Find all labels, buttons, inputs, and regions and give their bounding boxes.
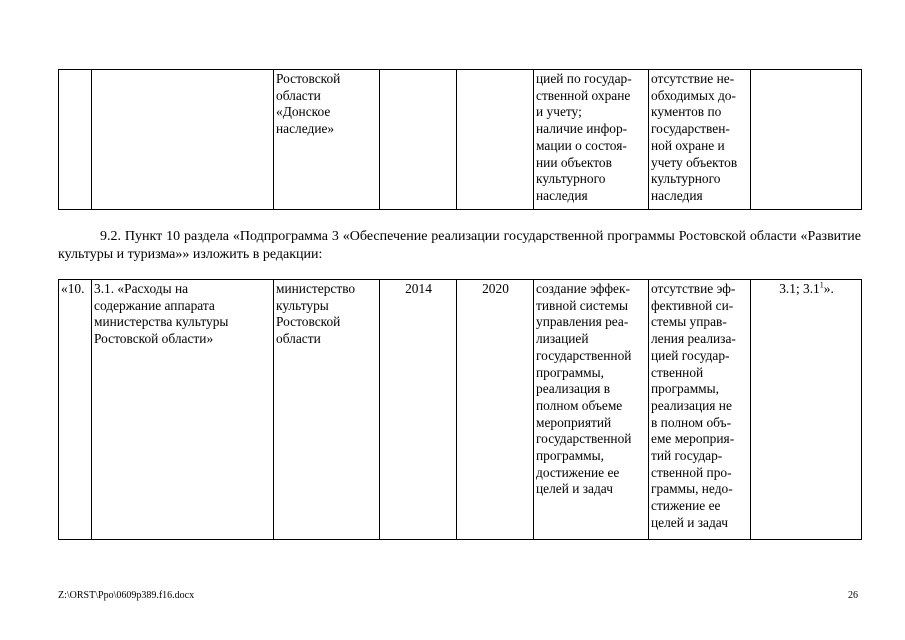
text-line: государствен- <box>651 121 730 137</box>
cell-executor <box>274 70 380 210</box>
text-line: содержание аппарата <box>94 297 215 313</box>
text-line: программы, <box>536 364 604 380</box>
text-line: тивной системы <box>536 297 629 313</box>
text-line: государственной <box>536 347 632 363</box>
text-line: реализация не <box>651 397 732 413</box>
text-line: стижение ее <box>651 498 721 514</box>
text-line: отсутствие эф- <box>651 281 736 296</box>
text-line: наличие инфор- <box>536 121 628 137</box>
text-line: нии объектов <box>536 154 612 170</box>
text-line: ственной <box>651 364 704 380</box>
text-line: ственной про- <box>651 464 732 480</box>
cell-result <box>534 280 649 540</box>
page-number: 26 <box>848 590 858 601</box>
cell-number <box>59 280 92 540</box>
text-line: Ростовской области» <box>94 331 214 347</box>
cell-consequences <box>649 70 751 210</box>
text-line: ственной охране <box>536 87 631 103</box>
text-line: программы, <box>536 448 604 464</box>
table-row <box>59 280 862 540</box>
cell-start <box>380 70 457 210</box>
text-line: стемы управ- <box>651 314 727 330</box>
cell-number <box>59 70 92 210</box>
text-line: реализация в <box>536 381 611 397</box>
text-line: культуры <box>276 297 329 313</box>
text-line: создание эффек- <box>536 281 630 296</box>
text-line: области <box>276 87 321 103</box>
text-line: Ростовской <box>276 71 341 86</box>
text-line: полном объеме <box>536 397 623 413</box>
text-line: наследия <box>651 187 703 203</box>
amendment-paragraph: 9.2. Пункт 10 раздела «Подпрограмма 3 «Обеспечение реализации государственной программы Ростовской области «Развитие культуры и туризма»» изложить в редакции: <box>58 229 861 262</box>
cell-end-year: 2020 <box>457 280 534 540</box>
text-line: целей и задач <box>536 481 613 497</box>
text-line: отсутствие не- <box>651 71 735 86</box>
text-line: культурного <box>651 171 721 187</box>
table-continuation <box>58 69 862 210</box>
cell-links <box>751 70 862 210</box>
text-line: достижение ее <box>536 464 620 480</box>
text-line: в полном объ- <box>651 414 732 430</box>
text-line: граммы, недо- <box>651 481 733 497</box>
footer-file-path: Z:\ORST\Ppo\0609p389.f16.docx <box>58 590 195 601</box>
table-amended <box>58 279 862 540</box>
text-line: мероприятий <box>536 414 612 430</box>
cell-links <box>751 280 862 540</box>
text-line: министерство <box>276 281 356 296</box>
cell-end <box>457 70 534 210</box>
text-line: кументов по <box>651 104 722 120</box>
text-line: фективной си- <box>651 297 734 313</box>
text-line: целей и задач <box>651 514 728 530</box>
text-line: наследие» <box>276 121 335 137</box>
text-line: области <box>276 331 321 347</box>
table-row <box>59 70 862 210</box>
text-line: обходимых до- <box>651 87 736 103</box>
text-line: программы, <box>651 381 719 397</box>
text-line: мации о состоя- <box>536 137 627 153</box>
text-line: цией государ- <box>651 347 730 363</box>
cell-executor <box>274 280 380 540</box>
text-line: цией по государ- <box>536 71 632 86</box>
text-line: 3.1. «Расходы на <box>94 281 189 296</box>
text-line: ной охране и <box>651 137 725 153</box>
row-number: «10. <box>61 281 85 296</box>
text-line: Ростовской <box>276 314 341 330</box>
links-superscript: 1 <box>819 280 824 290</box>
cell-name <box>92 70 274 210</box>
cell-consequences <box>649 280 751 540</box>
links-closing: ». <box>823 281 834 296</box>
text-line: «Донское <box>276 104 331 120</box>
cell-start-year: 2014 <box>380 280 457 540</box>
text-line: ления реализа- <box>651 331 736 347</box>
cell-name <box>92 280 274 540</box>
text-line: лизацией <box>536 331 589 347</box>
text-line: учету объектов <box>651 154 738 170</box>
text-line: государственной <box>536 431 632 447</box>
cell-result <box>534 70 649 210</box>
text-line: и учету; <box>536 104 582 120</box>
links-text: 3.1; 3.1 <box>779 281 820 296</box>
text-line: тий государ- <box>651 448 723 464</box>
text-line: управления реа- <box>536 314 629 330</box>
text-line: министерства культуры <box>94 314 229 330</box>
text-line: еме мероприя- <box>651 431 735 447</box>
text-line: наследия <box>536 187 588 203</box>
text-line: культурного <box>536 171 606 187</box>
